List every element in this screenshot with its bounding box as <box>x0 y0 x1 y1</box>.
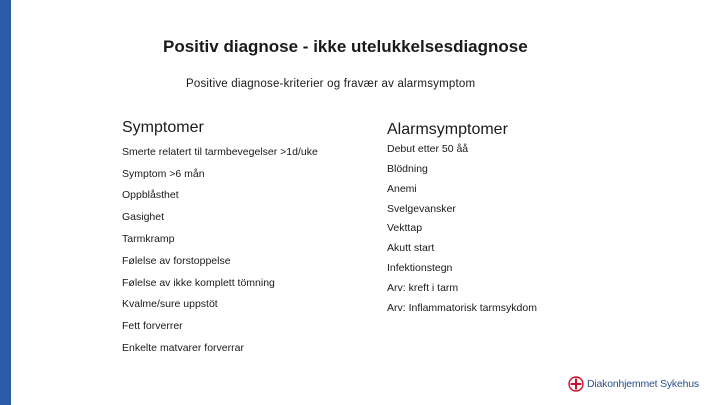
symptom-item: Gasighet <box>122 211 165 223</box>
symptom-item: Tarmkramp <box>122 233 175 245</box>
side-accent-bar <box>0 0 11 405</box>
slide-subtitle: Positive diagnose-kriterier og fravær av alarmsymptom <box>186 78 476 90</box>
symptom-item: Kvalme/sure uppstöt <box>122 298 218 310</box>
symptoms-heading: Symptomer <box>122 119 204 136</box>
logo-text: Diakonhjemmet Sykehus <box>587 378 699 390</box>
hospital-logo <box>568 376 699 392</box>
symptom-item: Oppblåsthet <box>122 189 179 201</box>
alarm-symptom-item: Infektionstegn <box>387 262 453 274</box>
cross-logo-icon <box>568 376 584 392</box>
alarm-symptom-item: Vekttap <box>387 222 423 234</box>
alarm-symptom-item: Akutt start <box>387 242 435 254</box>
alarm-symptoms-heading: Alarmsymptomer <box>387 121 508 138</box>
slide-title: Positiv diagnose - ikke utelukkelsesdiagnose <box>163 37 528 56</box>
alarm-symptom-item: Arv: kreft i tarm <box>387 282 459 294</box>
symptom-item: Følelse av forstoppelse <box>122 255 231 267</box>
alarm-symptom-item: Debut etter 50 åå <box>387 143 469 155</box>
symptom-item: Fett forverrer <box>122 320 183 332</box>
symptom-item: Følelse av ikke komplett tömning <box>122 277 275 289</box>
symptom-item: Enkelte matvarer forverrar <box>122 342 244 354</box>
alarm-symptom-item: Anemi <box>387 183 417 195</box>
symptom-item: Smerte relatert til tarmbevegelser >1d/uke <box>122 146 318 158</box>
alarm-symptom-item: Arv: Inflammatorisk tarmsykdom <box>387 302 537 314</box>
symptom-item: Symptom >6 mån <box>122 168 205 180</box>
alarm-symptom-item: Svelgevansker <box>387 203 456 215</box>
alarm-symptom-item: Blödning <box>387 163 428 175</box>
